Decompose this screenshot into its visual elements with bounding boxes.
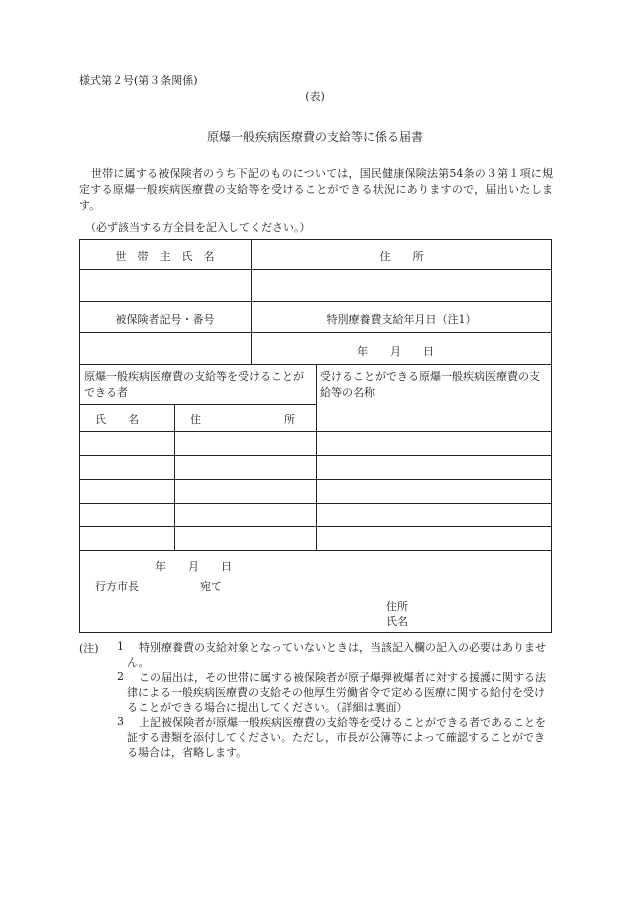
insured-number-field[interactable]: [80, 333, 251, 364]
special-payment-date-field[interactable]: 年 月 日: [357, 345, 434, 358]
document-title: 原爆一般疾病医療費の支給等に係る届書: [206, 130, 423, 144]
note-2-text: この届出は，その世帯に属する被保険者が原子爆弾被爆者に対する援護に関する法律による一般疾病医療費の支給その他厚生労働省令で定める医療に関する給付を受けることができる場合に提出してください。（詳細は裏面）: [127, 671, 546, 714]
note-3-text: 上記被保険者が原爆一般疾病医療費の支給等を受けることができる者であることを証する書類を添付してください。ただし，市長が公簿等によって確認することができる場合は，省略します。: [127, 716, 546, 759]
note-1-number: 1: [117, 640, 124, 653]
recipient-address-column-2: 所: [284, 413, 295, 426]
page-side-label: (表): [305, 90, 325, 103]
instruction-text: （必ず該当する方全員を記入してください。）: [85, 221, 311, 234]
submission-date[interactable]: 年 月 日: [155, 560, 232, 573]
benefit-name-header: 受けることができる原爆一般疾病医療費の支給等の名称: [320, 370, 540, 399]
note-3-number: 3: [117, 715, 124, 728]
addressee-honorific: 宛て: [200, 580, 222, 593]
signer-name-label: 氏名: [386, 615, 408, 628]
special-payment-date-label: 特別療養費支給年月日（注1）: [326, 313, 477, 326]
note-1-text: 特別療養費の支給対象となっていないときは，当該記入欄の記入の必要はありません。: [127, 641, 546, 669]
householder-name-field[interactable]: [80, 270, 251, 301]
recipient-header: 原爆一般疾病医療費の支給等を受けることができる者: [84, 370, 304, 399]
householder-address-header: 住 所: [379, 250, 424, 263]
recipient-address-column-1: 住: [190, 413, 201, 426]
signer-address-label: 住所: [386, 600, 408, 613]
recipient-name-column: 氏 名: [95, 413, 139, 426]
intro-paragraph: 世帯に属する被保険者のうち下記のものについては，国民健康保険法第54条の３第１項に規定する原爆一般疾病医療費の支給等を受けることができる状況にありますので，届出いたします。: [79, 167, 553, 212]
notes-label: (注): [79, 642, 99, 655]
householder-address-field[interactable]: [252, 270, 551, 301]
householder-name-header: 世 帯 主 氏 名: [115, 250, 215, 263]
addressee: 行方市長: [95, 580, 139, 593]
form-number: 様式第２号(第３条関係): [79, 74, 198, 87]
note-2-number: 2: [117, 670, 124, 683]
insured-number-label: 被保険者記号・番号: [115, 313, 215, 326]
